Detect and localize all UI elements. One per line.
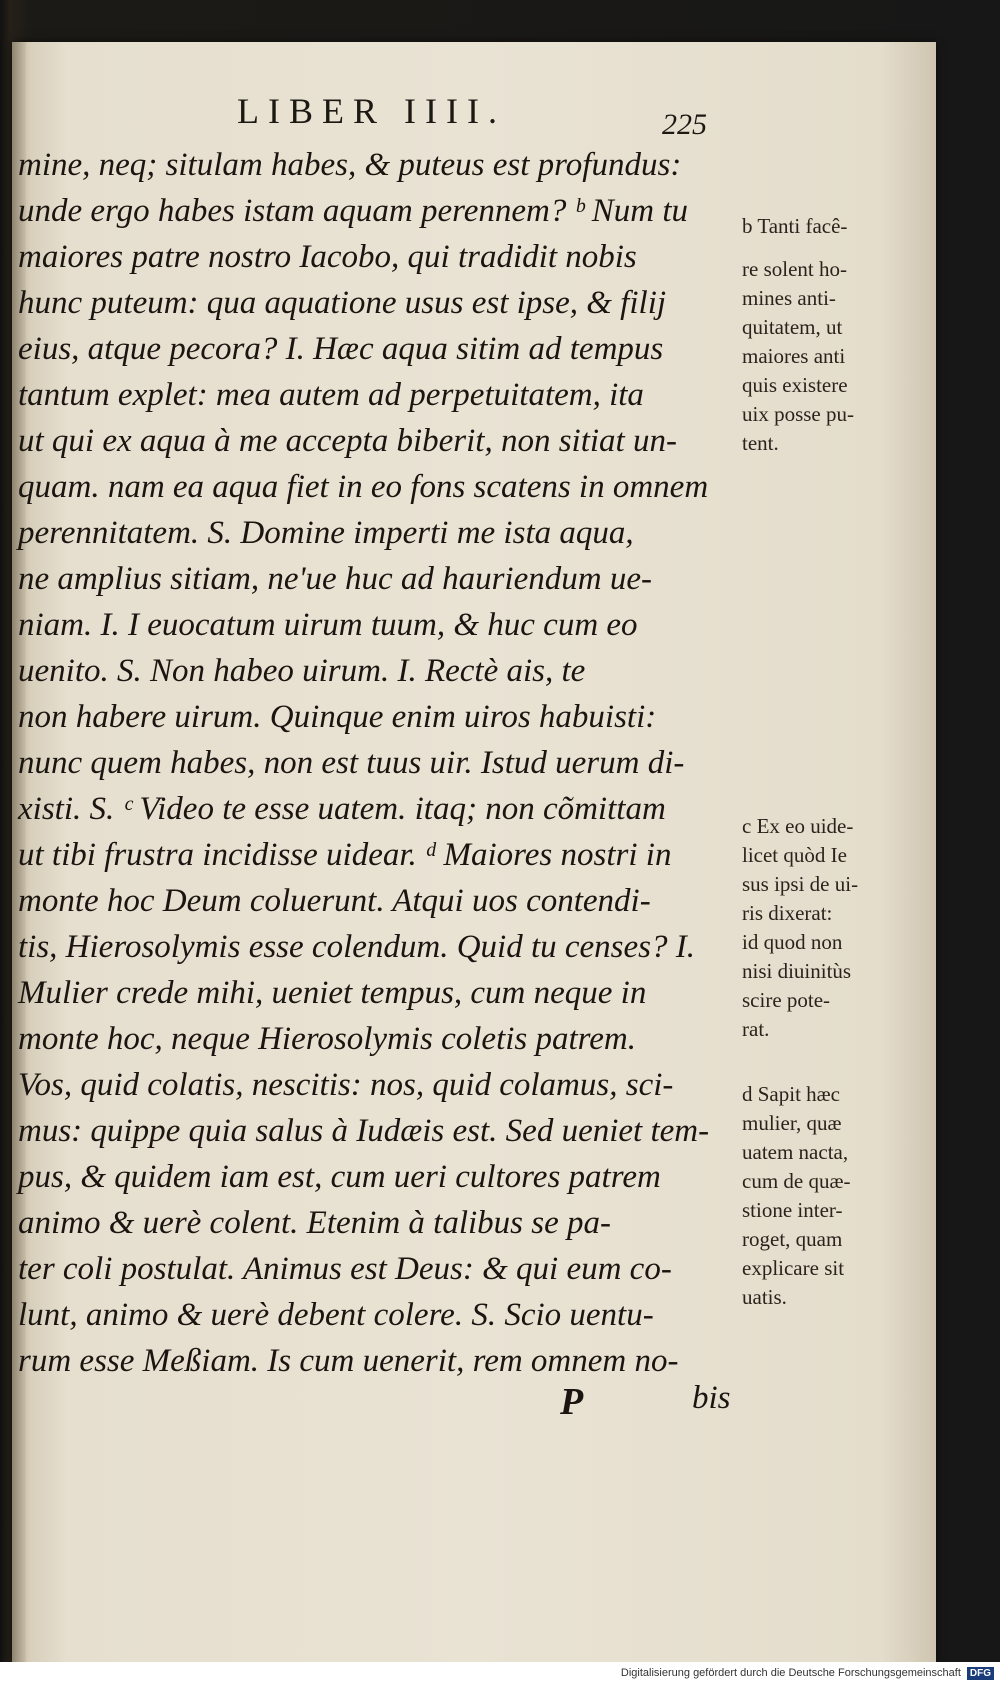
note-line: quitatem, ut xyxy=(742,315,843,339)
margin-note-d xyxy=(742,1080,922,1312)
text-line: ne amplius sitiam, ne'ue huc ad hauriendum ue- xyxy=(18,561,652,597)
signature-mark: P xyxy=(560,1381,584,1423)
running-head: LIBER IIII. xyxy=(237,91,506,131)
text-line: animo & uerè colent. Etenim à talibus se pa- xyxy=(18,1205,611,1241)
dfg-logo: DFG xyxy=(967,1667,994,1680)
note-line: ris dixerat: xyxy=(742,901,833,925)
catchword: bis xyxy=(692,1380,731,1416)
text-line: tis, Hierosolymis esse colendum. Quid tu censes? I. xyxy=(18,929,695,965)
text-line: nunc quem habes, non est tuus uir. Istud uerum di- xyxy=(18,745,685,781)
text-line: monte hoc, neque Hierosolymis coletis patrem. xyxy=(18,1021,637,1057)
text-line: ut qui ex aqua à me accepta biberit, non sitiat un- xyxy=(18,423,677,459)
note-line: nisi diuinitùs xyxy=(742,959,852,983)
note-line: stione inter- xyxy=(742,1198,843,1222)
note-line: c Ex eo uide- xyxy=(742,814,854,838)
main-text-column xyxy=(18,142,748,1384)
note-line: b Tanti facê- xyxy=(742,214,848,238)
note-line: sus ipsi de ui- xyxy=(742,872,859,896)
text-line: pus, & quidem iam est, cum ueri cultores patrem xyxy=(18,1159,661,1195)
text-line: rum esse Meßiam. Is cum uenerit, rem omnem no- xyxy=(18,1343,679,1379)
note-line: mulier, quæ xyxy=(742,1111,842,1135)
note-line: scire pote- xyxy=(742,988,831,1012)
note-line: uatis. xyxy=(742,1285,787,1309)
text-line: uenito. S. Non habeo uirum. I. Rectè ais, te xyxy=(18,653,586,689)
page-number: 225 xyxy=(662,108,707,141)
text-line: mus: quippe quia salus à Iudæis est. Sed ueniet tem- xyxy=(18,1113,710,1149)
note-line: explicare sit xyxy=(742,1256,845,1280)
text-line: xisti. S. ᶜ Video te esse uatem. itaq; non cõmittam xyxy=(18,791,666,827)
text-line: unde ergo habes istam aquam perennem? ᵇ Num tu xyxy=(18,193,689,229)
text-line: eius, atque pecora? I. Hæc aqua sitim ad tempus xyxy=(18,331,664,367)
funding-notice: Digitalisierung gefördert durch die Deutsche Forschungsgemeinschaft xyxy=(620,1667,961,1679)
text-line: Vos, quid colatis, nescitis: nos, quid colamus, sci- xyxy=(18,1067,674,1103)
book-page xyxy=(12,42,936,1664)
text-line: ter coli postulat. Animus est Deus: & qui eum co- xyxy=(18,1251,672,1287)
note-line: roget, quam xyxy=(742,1227,843,1251)
funding-footer xyxy=(0,1662,1000,1684)
text-line: perennitatem. S. Domine imperti me ista aqua, xyxy=(18,515,634,551)
text-line: quam. nam ea aqua fiet in eo fons scatens in omnem xyxy=(18,469,709,505)
note-line: re solent ho- xyxy=(742,257,847,281)
note-line: quis existere xyxy=(742,373,848,397)
text-line: lunt, animo & uerè debent colere. S. Scio uentu- xyxy=(18,1297,654,1333)
margin-note-b xyxy=(742,212,922,458)
note-line: maiores anti xyxy=(742,344,846,368)
margin-note-c xyxy=(742,812,922,1044)
note-line: tent. xyxy=(742,431,779,455)
text-line: mine, neq; situlam habes, & puteus est profundus: xyxy=(18,147,682,183)
text-line: hunc puteum: qua aquatione usus est ipse, & filij xyxy=(18,285,667,321)
text-line: niam. I. I euocatum uirum tuum, & huc cum eo xyxy=(18,607,638,643)
text-line: tantum explet: mea autem ad perpetuitatem, ita xyxy=(18,377,644,413)
note-line: id quod non xyxy=(742,930,843,954)
note-line: cum de quæ- xyxy=(742,1169,851,1193)
note-line: rat. xyxy=(742,1017,770,1041)
note-line: uix posse pu- xyxy=(742,402,854,426)
text-line: non habere uirum. Quinque enim uiros habuisti: xyxy=(18,699,657,735)
text-line: ut tibi frustra incidisse uidear. ᵈ Maiores nostri in xyxy=(18,837,672,873)
note-line: d Sapit hæc xyxy=(742,1082,840,1106)
text-line: maiores patre nostro Iacobo, qui tradidit nobis xyxy=(18,239,637,275)
text-line: Mulier crede mihi, ueniet tempus, cum neque in xyxy=(18,975,647,1011)
text-line: monte hoc Deum coluerunt. Atqui uos contendi- xyxy=(18,883,651,919)
note-line: licet quòd Ie xyxy=(742,843,847,867)
note-line: mines anti- xyxy=(742,286,836,310)
note-line: uatem nacta, xyxy=(742,1140,849,1164)
